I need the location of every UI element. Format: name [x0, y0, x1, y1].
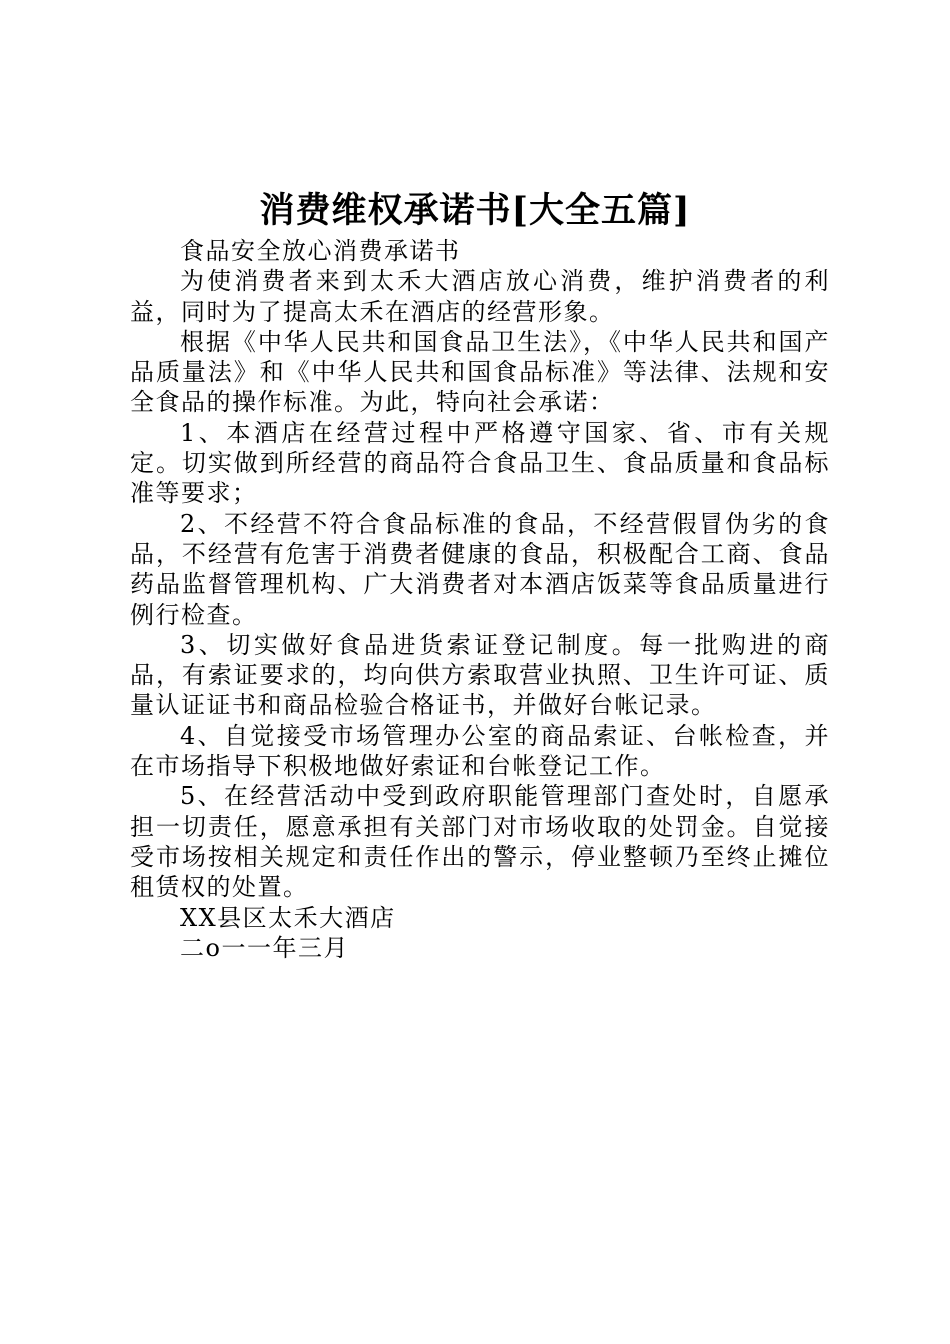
paragraph-item-3: 3、切实做好食品进货索证登记制度。每一批购进的商品，有索证要求的，均向供方索取营业执照、卫生许可证、质量认证证书和商品检验合格证书，并做好台帐记录。	[130, 630, 830, 720]
paragraph-item-4: 4、自觉接受市场管理办公室的商品索证、台帐检查，并在市场指导下积极地做好索证和台帐登记工作。	[130, 721, 830, 781]
paragraph-item-5: 5、在经营活动中受到政府职能管理部门查处时，自愿承担一切责任，愿意承担有关部门对市场收取的处罚金。自觉接受市场按相关规定和责任作出的警示，停业整顿乃至终止摊位租赁权的处置。	[130, 782, 830, 902]
signature-date: 二o一一年三月	[180, 933, 349, 962]
signature-organization: XX县区太禾大酒店	[180, 903, 396, 932]
paragraph-subtitle: 食品安全放心消费承诺书	[180, 237, 461, 265]
paragraph-intro: 为使消费者来到太禾大酒店放心消费，维护消费者的利益，同时为了提高太禾在酒店的经营形象。	[130, 267, 830, 326]
paragraph-item-2: 2、不经营不符合食品标准的食品，不经营假冒伪劣的食品，不经营有危害于消费者健康的食品，积极配合工商、食品药品监督管理机构、广大消费者对本酒店饭菜等食品质量进行例行检查。	[130, 509, 830, 629]
paragraph-basis: 根据《中华人民共和国食品卫生法》，《中华人民共和国产品质量法》和《中华人民共和国食品标准》等法律、法规和安全食品的操作标准。为此，特向社会承诺：	[130, 327, 830, 417]
document-title: 消费维权承诺书[大全五篇]	[259, 190, 691, 231]
paragraph-item-1: 1、本酒店在经营过程中严格遵守国家、省、市有关规定。切实做到所经营的商品符合食品卫生、食品质量和食品标准等要求；	[130, 418, 830, 508]
document-body	[130, 236, 830, 963]
